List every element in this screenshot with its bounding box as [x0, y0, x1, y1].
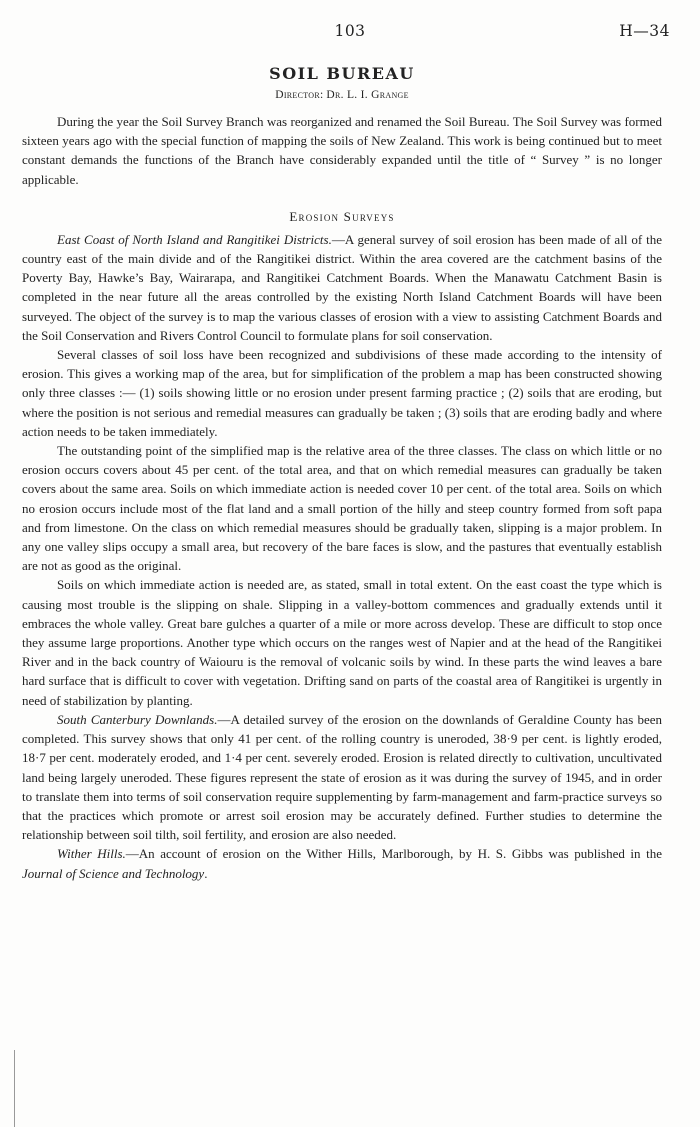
- journal-title: Journal of Science and Technology: [22, 865, 205, 881]
- director-line: [22, 86, 662, 104]
- east-coast-lead: East Coast of North Island and Rangitikei Districts.: [57, 231, 332, 247]
- south-canterbury-lead: South Canterbury Downlands.: [57, 711, 218, 727]
- section-heading: Erosion Surveys: [289, 208, 395, 224]
- director-name: Dr. L. I. Grange: [326, 89, 409, 101]
- paragraph-east-coast: [22, 230, 662, 345]
- page-content: [22, 64, 662, 883]
- intro-paragraph: During the year the Soil Survey Branch was reorganized and renamed the Soil Bureau. The Soil Survey was formed sixteen years ago with the special function of mapping the soils of New Zealand. This work is being continued but to meet constant demands the functions of the Branch have considerably expanded until the title of “ Survey ” is no longer applicable.: [22, 114, 662, 187]
- paragraph-immediate-action: Soils on which immediate action is needed are, as stated, small in total extent. On the east coast the type which is causing most trouble is the slipping on shale. Slipping in a valley-bottom commences and gradually extends until it embraces the whole valley. Great bare gulches a quarter of a mile or more across develop. These are difficult to stop once they assume large proportions. Another type which occurs on the ranges west of Napier and at the head of the Rangitikei River and in the back country of Waiouru is the removal of volcanic soils by wind. In these parts the wind leaves a bare hard surface that is difficult to cover with vegetation. Drifting sand on parts of the coastal area of Rangitikei is urgently in need of stabilization by planting.: [22, 577, 662, 708]
- margin-rule: [14, 1050, 15, 1127]
- wither-hills-body: —An account of erosion on the Wither Hills, Marlborough, by H. S. Gibbs was published in the: [125, 846, 662, 862]
- paragraph-simplified-map: The outstanding point of the simplified map is the relative area of the three classes. The class on which little or no erosion occurs covers about 45 per cent. of the total area, and that on which remedial measures can gradually be taken covers about the same area. Soils on which immediate action is needed cover 10 per cent. of the total area. Soils on which no erosion occurs include most of the flat land and a small portion of the hilly and steep country formed from soft papa and from limestone. On the class on which remedial measures should be gradually taken, slipping is a major problem. In any one valley slips occupy a small area, but recovery of the bare faces is slow, and the pastures that eventually establish are not as good as the original.: [22, 443, 662, 574]
- page-number: 103: [334, 22, 366, 40]
- paragraph-wither-hills: [22, 844, 662, 882]
- east-coast-body: —A general survey of soil erosion has been made of all of the country east of the main divide and of the Rangitikei district. Within the area covered are the catchment basins of the Poverty Bay, Hawke’s Bay, Wairarapa, and Rangitikei Catchment Boards. When the Manawatu Catchment Basin is completed in the near future all the areas controlled by the existing North Island Catchment Boards will have been surveyed. The object of the survey is to map the various classes of erosion with a view to assisting Catchment Boards and the Soil Conservation and Rivers Control Council to formulate plans for soil conservation.: [22, 231, 662, 343]
- paragraph-south-canterbury: [22, 710, 662, 844]
- wither-hills-end: .: [204, 865, 208, 881]
- report-code: H—34: [619, 22, 670, 40]
- wither-hills-lead: Wither Hills.: [57, 846, 126, 862]
- page-title: SOIL BUREAU: [269, 64, 415, 83]
- paragraph-soil-classes: Several classes of soil loss have been recognized and subdivisions of these made according to the intensity of erosion. This gives a working map of the area, but for simplification of the problem a map has been constructed showing only three classes :— (1) soils showing little or no erosion under present farming practice ; (2) soils that are eroding, but where the position is not serious and remedial measures can gradually be taken ; (3) soils that are eroding badly and where action needs to be taken immediately.: [22, 347, 662, 439]
- director-label: Director:: [275, 89, 324, 101]
- south-canterbury-body: —A detailed survey of the erosion on the downlands of Geraldine County has been completed. This survey shows that only 41 per cent. of the rolling country is uneroded, 38·9 per cent. is lightly eroded, 18·7 per cent. moderately eroded, and 1·4 per cent. severely eroded. Erosion is related directly to cultivation, uncultivated land being largely uneroded. These figures represent the state of erosion as it was during the survey of 1945, and in order to translate them into terms of soil conservation require supplementing by farm-management and farm-practice surveys so that the practices which promote or arrest soil erosion may be accurately defined. Further studies to determine the relationship between soil tilth, soil fertility, and erosion are also needed.: [22, 711, 662, 843]
